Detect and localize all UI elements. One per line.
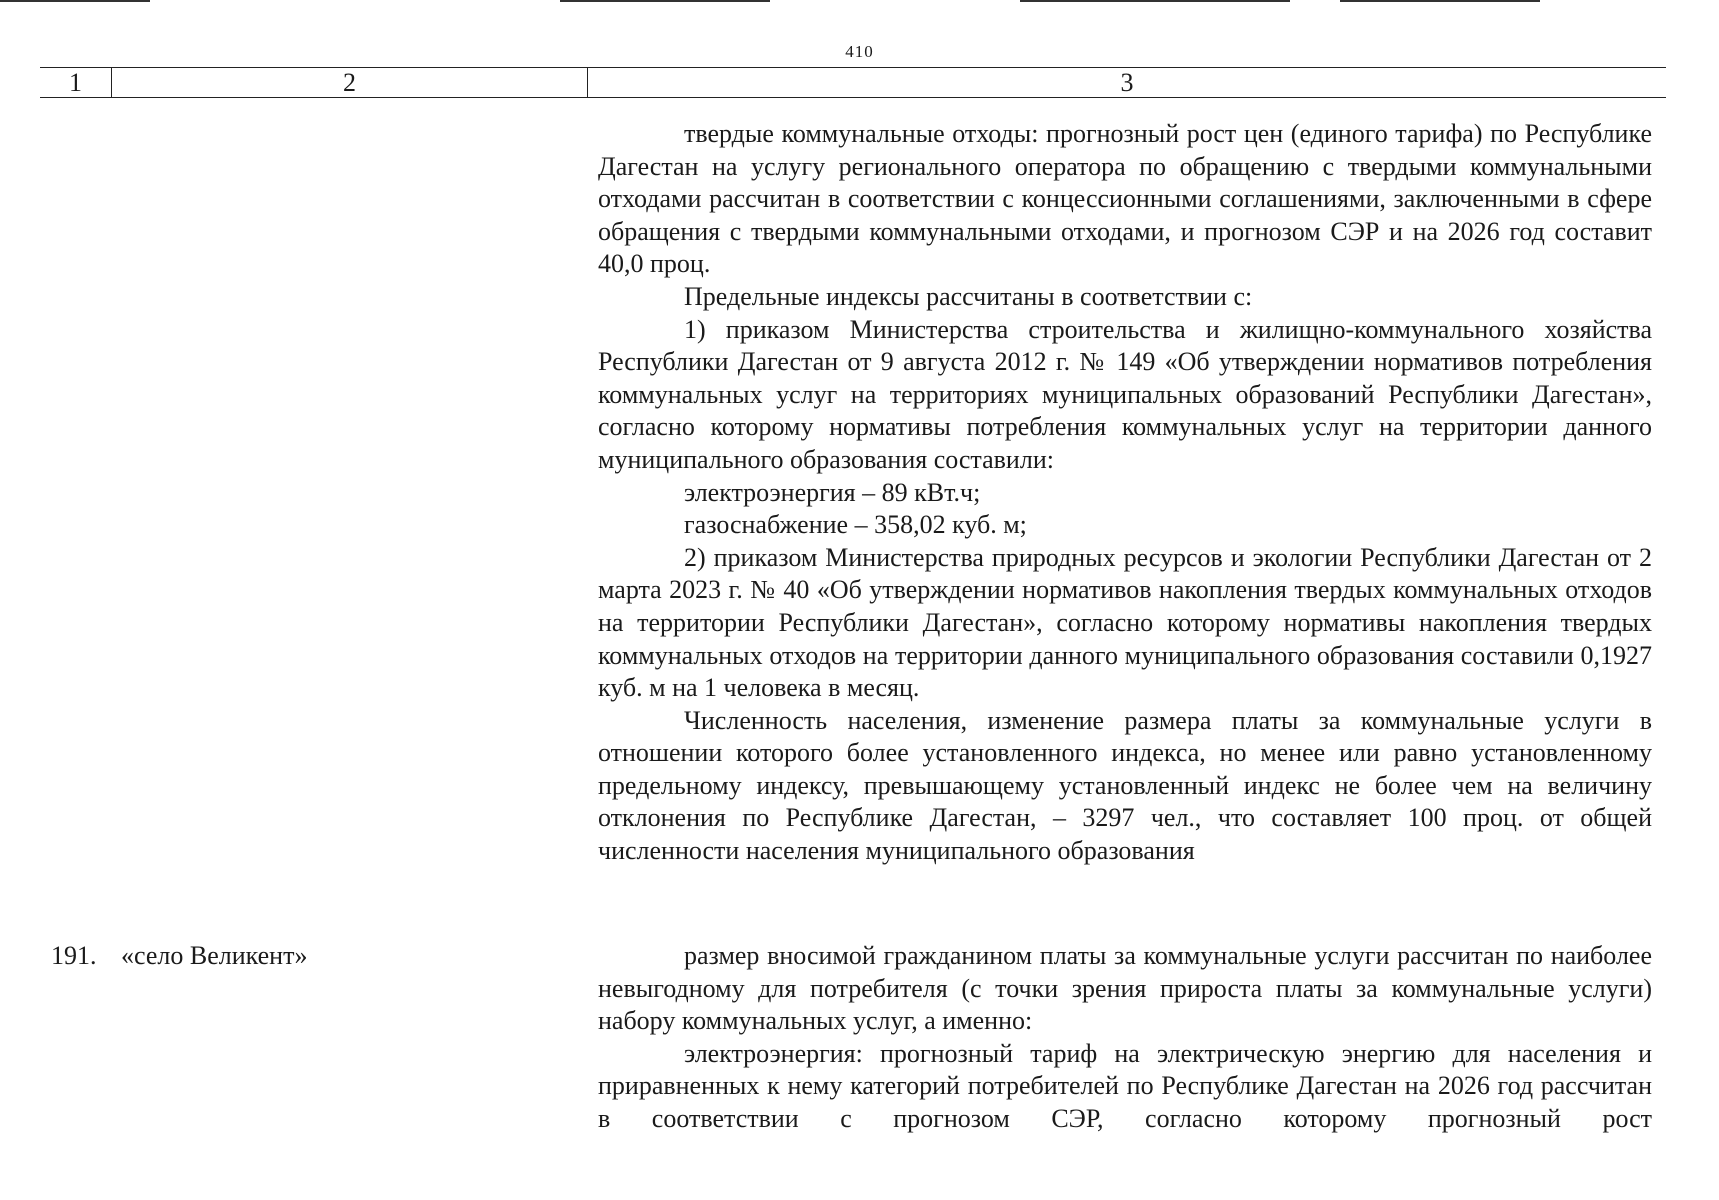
header-col-2: 2 — [112, 68, 588, 97]
paragraph: газоснабжение – 358,02 куб. м; — [684, 510, 1027, 540]
paragraph: 2) приказом Министерства природных ресурсов и экологии Республики Дагестан от 2 марта 2023 г. № 40 «Об утверждении нормативов накопления твердых коммунальных отходов на территории Республики Дагестан», согласно которому нормативы накопления твердых коммунальных отходов на территории данного муниципального образования составили 0,1927 куб. м на 1 человека в месяц. — [598, 542, 1652, 703]
paragraph: размер вносимой гражданином платы за коммунальные услуги рассчитан по наиболее невыгодному для потребителя (с точки зрения прироста платы за коммунальные услуги) набору коммунальных услуг, а именно: — [598, 941, 1652, 1036]
paragraph: электроэнергия – 89 кВт.ч; — [684, 477, 981, 507]
continuation-text-block — [598, 118, 1652, 868]
paragraph: 1) приказом Министерства строительства и жилищно-коммунального хозяйства Республики Дагестан от 9 августа 2012 г. № 149 «Об утверждении нормативов потребления коммунальных услуг на территориях муниципальных образований Республики Дагестан», согласно которому нормативы потребления коммунальных услуг на территории данного муниципального образования составили: — [598, 314, 1652, 474]
paragraph: электроэнергия: прогнозный тариф на электрическую энергию для населения и приравненных к нему категорий потребителей по Республике Дагестан на 2026 год рассчитан в соответствии с прогнозом СЭР, согласно которому прогнозный рост — [598, 1038, 1652, 1133]
paragraph: твердые коммунальные отходы: прогнозный рост цен (единого тарифа) по Республике Дагестан на услугу регионального оператора по обращению с твердыми коммунальными отходами рассчитан в соответствии с концессионными соглашениями, заключенными в сфере обращения с твердыми коммунальными отходами, и прогнозом СЭР и на 2026 год составит 40,0 проц. — [598, 119, 1652, 279]
header-col-1: 1 — [40, 68, 112, 97]
scan-edge-line — [560, 0, 770, 2]
municipality-name: «село Великент» — [121, 941, 308, 970]
scan-edge-line — [1340, 0, 1540, 2]
scan-edge-line — [0, 0, 150, 2]
header-col-3: 3 — [1120, 67, 1134, 97]
row-191-text-block — [598, 940, 1652, 1136]
page-number: 410 — [845, 42, 874, 61]
paragraph: Численность населения, изменение размера платы за коммунальные услуги в отношении которого более установленного индекса, но менее или равно установленному предельному индексу, превышающему установленный индекс не более чем на величину отклонения по Республике Дагестан, – 3297 чел., что составляет 100 проц. от общей численности населения муниципального образования — [598, 705, 1652, 866]
paragraph: Предельные индексы рассчитаны в соответствии с: — [684, 281, 1253, 311]
row-number: 191. — [51, 941, 97, 970]
table-header-row — [40, 67, 1666, 98]
scan-edge-line — [1020, 0, 1290, 2]
